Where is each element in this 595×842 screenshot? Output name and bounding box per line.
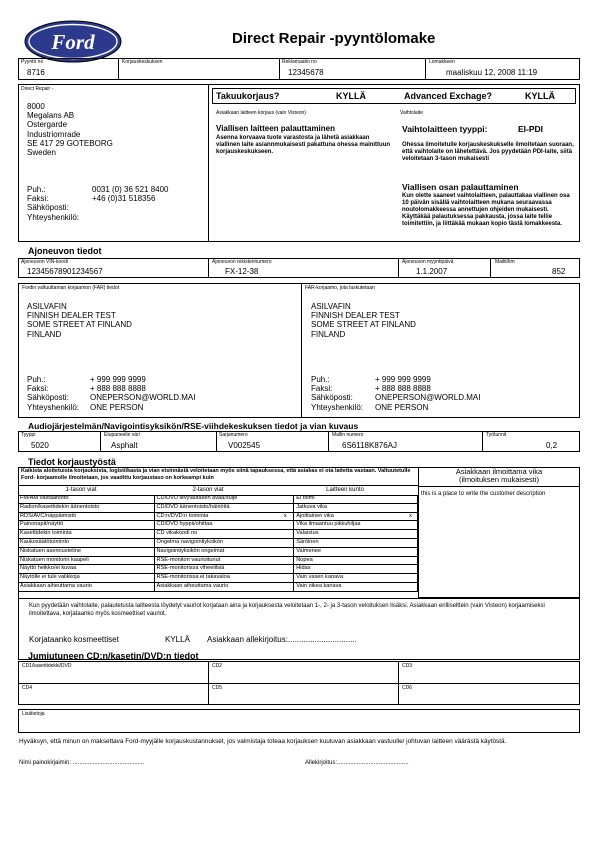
repair-note: Kun pyydetään vaihtolaite, palautetusta laitteesta löydetyt vaurlot korjataan aina ja korjauksesta veloitetaan 1-, 2- ja 3-tason veloituksen lisäksi. Asiakkaan erilliselttein (vain Visteon) korjaamiseksi ilmoitettava, korjataanko myös kosmeettiset vaurlot. <box>29 603 545 617</box>
repair-cell-c2: RSE-monitorissa ei takavaloa <box>154 574 277 583</box>
repair-cell-c3: Vika ilmaantuu pikkuhiljaa <box>294 521 404 530</box>
dealer-left-contact-values: + 999 999 9999 + 888 888 8888 ONEPERSON@WORLD.MAI ONE PERSON <box>90 375 196 412</box>
repair-cell-c3: Ei toimi <box>294 495 404 503</box>
extra-info-label: Lisätietoja <box>22 711 45 717</box>
repair-cell-x2 <box>404 538 417 547</box>
audio-section-title: Audiojärjestelmän/Navigointisyksikön/RSE-viihdekeskuksen tiedot ja vian kuvaus <box>28 421 359 431</box>
repair-cell-c1: Niskatuen monitorin kaapeli <box>18 556 154 565</box>
repair-col1-header: 1-tason viat <box>65 487 97 493</box>
exchange-type-label: Vaihtolaitteen tyyppi: <box>402 124 488 134</box>
return-text: Asenna korvaava tuote varastosta ja lähetä asiakkaan viallinen laite asiannmukaisesti pakattuna ohessa mainittuun korjauskeskukseen. <box>216 135 391 155</box>
dealer-left-label: Fordin valtuuttaman korjaamon (FAR) tiedot <box>22 285 119 291</box>
dealer-left-address: ASILVAFIN FINNISH DEALER TEST SOME STREET AT FINLAND FINLAND <box>27 302 132 339</box>
table-row <box>18 512 418 521</box>
repair-table <box>18 495 418 592</box>
repair-cell-c1: Niskatuen asennusteline <box>18 547 154 556</box>
repair-cell-x1 <box>277 556 294 565</box>
vin-label: Ajoneuvon VIN-koodi <box>21 259 68 265</box>
footer-statement: Hyväksyn, että minun on maksettava Ford-myyjälle korjauskustannukset, jos valmistaja toteaa korjauksen kuuluvan asiakkaan vastuulle/ johtuvan laitteen väärästä käytöstä. <box>19 738 507 745</box>
dealer-right-address: ASILVAFIN FINNISH DEALER TEST SOME STREET AT FINLAND FINLAND <box>311 302 416 339</box>
direct-repair-address: 8000 Megalans AB Ostergarde Industriomrade SE 417 29 GOTEBORG Sweden <box>27 102 113 158</box>
repair-cell-c1: RDS/AVC/näppäimistö <box>18 512 154 521</box>
repair-cell-c2: CD vikakoodi no <box>154 530 277 539</box>
repair-cell-c2: CD:n/DVD:n toiminta <box>154 512 277 521</box>
table-row <box>18 574 418 583</box>
exchange-small-label: Vaihtolaite <box>400 110 423 116</box>
repair-center-label: Korjauskeskuksen <box>122 59 163 65</box>
warranty-value: KYLLÄ <box>336 91 366 101</box>
repair-cell-c3: Säröinen <box>294 538 404 547</box>
repair-cell-c3: Valaistus <box>294 530 404 539</box>
table-row <box>18 538 418 547</box>
repair-cell-c2: CD/DVD äänentoisto/häiriöitä <box>154 503 277 512</box>
form-title: Direct Repair -pyyntölomake <box>232 30 436 47</box>
cd5-label: CD5 <box>212 685 223 691</box>
print-name: Nimi painokirjaimin: ........................................... <box>19 760 145 766</box>
miles: 852 <box>552 267 566 276</box>
direct-repair-contact-labels: Puh.: Faksi: Sähköposti: Yhteyshenkilö: <box>27 185 80 222</box>
footer-signature: Allekirjoitus:........................................... <box>305 760 409 766</box>
repair-cell-x2 <box>404 547 417 556</box>
audio-model-label: Mallin numero <box>332 432 364 438</box>
repair-cell-c2: CD/DVD levylautasen avaa/sulje <box>154 495 277 503</box>
repair-cell-x2: x <box>404 512 417 521</box>
claim-no: 12345678 <box>288 68 324 77</box>
repair-cell-x2 <box>404 556 417 565</box>
repair-cell-c3: Vain oikea kanava <box>294 582 404 591</box>
repair-cell-x1 <box>277 530 294 539</box>
repair-cell-c1: Näyttö heikko/ei kuvaa <box>18 565 154 574</box>
exchange-type-value: EI-PDI <box>518 124 544 134</box>
return-small-label: Asiakkaan laitteen korjaus (vain Visteon) <box>216 110 306 116</box>
repair-cell-c1: Asiakkaan aiheuttama vaurio <box>18 582 154 591</box>
repair-intro: Kaikista aloitetuista korjauksista, logistiikasta ja vian etsinnästä veloitetaan myös siinä tapauksessa, että asiakas ei ota laitetta vastaan. Valtuutetulle Ford- korjaamolle ilmoitetaan, jos vaadittu korjaustaso on korkeampi kuin <box>21 468 411 481</box>
customer-signature: Asiakkaan allekirjoitus:............................... <box>207 635 357 644</box>
repair-cell-x1 <box>277 538 294 547</box>
repair-cell-c1: Radion/kasettidekin äänentoisto <box>18 503 154 512</box>
repair-cell-c1: Kaukosäätötoiminto <box>18 538 154 547</box>
repair-cell-c1: Näytölle ei tule valikkoja <box>18 574 154 583</box>
audio-model: 6S6118K876AJ <box>342 441 398 450</box>
audio-hours-label: Työtunnit <box>486 432 507 438</box>
reg: FX-12-38 <box>225 267 259 276</box>
table-row <box>18 556 418 565</box>
audio-color-label: Etupaneelin väri <box>104 432 140 438</box>
extra-info-box <box>18 709 580 733</box>
cd3-label: CD3 <box>402 663 413 669</box>
repair-cell-c3: Vain vasen kanava <box>294 574 404 583</box>
repair-cell-x2 <box>404 503 417 512</box>
date-value: maaliskuu 12, 2008 11:19 <box>446 68 538 77</box>
cd4-label: CD4 <box>22 685 33 691</box>
table-row <box>18 495 418 503</box>
repair-cell-x2 <box>404 565 417 574</box>
repair-cell-c3: Jatkuva vika <box>294 503 404 512</box>
audio-hours: 0,2 <box>546 441 558 450</box>
repair-cell-x2 <box>404 582 417 591</box>
repair-cell-c2: RSE-monitori vaurioitunut <box>154 556 277 565</box>
repair-cell-x2 <box>404 495 417 503</box>
claim-no-label: Reklamaatio no <box>282 59 317 65</box>
repair-cell-x1 <box>277 547 294 556</box>
advanced-exchange-value: KYLLÄ <box>525 91 555 101</box>
audio-serial: V002545 <box>228 441 261 450</box>
repair-cell-x2 <box>404 574 417 583</box>
repair-cell-c2: Asiakkaan aiheuttama vaurio <box>154 582 277 591</box>
table-row <box>18 547 418 556</box>
exchange-text: Ohessa ilmoitetulle korjauskeskukselle ilmoitetaan suoraan, että vaihtolaite on lähetettävä. Jos pyydetään PDI-laite, siitä veloitetaan 3-tason mukaisesti <box>402 142 574 162</box>
customer-fault-label: Asiakkaan ilmoittama vika (ilmoituksen mukaisesti) <box>455 467 543 484</box>
table-row <box>18 521 418 530</box>
cd6-label: CD6 <box>402 685 413 691</box>
repair-cell-x1 <box>277 503 294 512</box>
repair-col3-header: Laitteen kunto <box>326 487 364 493</box>
return-title: Viallisen laitteen palauttaminen <box>216 124 335 133</box>
table-row <box>18 530 418 539</box>
cds-section-title: Jumiutuneen CD:n/kasetin/DVD:n tiedot <box>28 651 199 661</box>
reg-label: Ajoneuvon rekisterinumero <box>212 259 272 265</box>
table-row <box>18 503 418 512</box>
repair-cell-c2: CD/DVD hyppii/ohittaa <box>154 521 277 530</box>
ford-logo <box>24 20 122 63</box>
warranty-title: Takuukorjaus? <box>216 91 280 101</box>
svg-text:Ford: Ford <box>51 30 95 54</box>
cosmetic-label: Korjataanko kosmeettiset <box>29 635 119 644</box>
repair-cell-c3: Hidas <box>294 565 404 574</box>
repair-cell-c2: Ongelma navigointiyksikön <box>154 538 277 547</box>
cosmetic-value: KYLLÄ <box>165 635 190 644</box>
repair-col2-header: 2-tason viat <box>192 487 224 493</box>
dealer-right-contact-labels: Puh.: Faksi: Sähköposti: Yhteyshenkilö: <box>311 375 364 412</box>
repair-cell-c1: Kasettidekin toiminta <box>18 530 154 539</box>
audio-type: 5020 <box>31 441 49 450</box>
cd2-label: CD2 <box>212 663 223 669</box>
repair-section-title: Tiedot korjaustyöstä <box>28 457 116 467</box>
repair-cell-x2 <box>404 530 417 539</box>
sale-date: 1.1.2007 <box>416 267 448 276</box>
dealer-right-contact-values: + 999 999 9999 + 888 888 8888 ONEPERSON@WORLD.MAI ONE PERSON <box>375 375 481 412</box>
repair-cell-x1 <box>277 495 294 503</box>
repair-cell-c3: Nopea <box>294 556 404 565</box>
dealer-left-contact-labels: Puh.: Faksi: Sähköposti: Yhteyshenkilö: <box>27 375 80 412</box>
direct-repair-contact-values: 0031 (0) 36 521 8400 +46 (0)31 518356 <box>92 185 169 204</box>
repair-cell-c2: Navigointiyksikön ongelmat <box>154 547 277 556</box>
request-no-label: Pyyntö no <box>21 59 44 65</box>
repair-cell-c2: RSE-monitorissa viheelilsiä <box>154 565 277 574</box>
direct-repair-label: Direct Repair - <box>21 86 54 92</box>
repair-cell-x1 <box>277 565 294 574</box>
customer-fault-text: this is a place to write the customer description <box>421 491 546 497</box>
table-row <box>18 582 418 591</box>
audio-color: Asphalt <box>111 441 138 450</box>
vehicle-section-title: Ajoneuvon tiedot <box>28 246 102 256</box>
repair-cell-c1: FM/AM vastaanotto <box>18 495 154 503</box>
repair-cell-c1: Painonapit/näyttö <box>18 521 154 530</box>
repair-cell-c3: Vaimenee <box>294 547 404 556</box>
date-label: Lomakkeen <box>429 59 455 65</box>
faulty-part-text: Kun olette saaneet vaihtolaitteen, palauttakaa viallinen osa 10 päivän sisällä vaihtolaitteen mukana seuraavassa noutolomakkeessa annettujen ohjeiden mukaisesti. Käyttäkää palautuksessa pakkausta, jossa laite tellie toimitettiin, ja liittäkää mukaan kopio tästä lomakkeesta. <box>402 193 570 227</box>
audio-serial-label: Sarjanumero <box>219 432 248 438</box>
vin: 12345678901234567 <box>27 267 103 276</box>
repair-cell-x2 <box>404 521 417 530</box>
repair-cell-x1 <box>277 521 294 530</box>
table-row <box>18 565 418 574</box>
dealer-right-label: FAR-korjaamo, jota laskutetaan <box>305 285 375 291</box>
sale-date-label: Ajoneuvon myyntipäivä <box>402 259 454 265</box>
advanced-exchange-title: Advanced Exchage? <box>404 91 493 101</box>
faulty-part-title: Viallisen osan palauttaminen <box>402 182 519 192</box>
repair-cell-x1 <box>277 574 294 583</box>
request-no: 8716 <box>27 68 45 77</box>
repair-cell-x1: x <box>277 512 294 521</box>
repair-cell-c3: Ajoittainen vika <box>294 512 404 521</box>
cd1-label: CD1/kasettidekki/DVD <box>22 663 72 669</box>
miles-label: Mailit/km <box>495 259 515 265</box>
audio-type-label: Tyyppi <box>21 432 36 438</box>
repair-cell-x1 <box>277 582 294 591</box>
